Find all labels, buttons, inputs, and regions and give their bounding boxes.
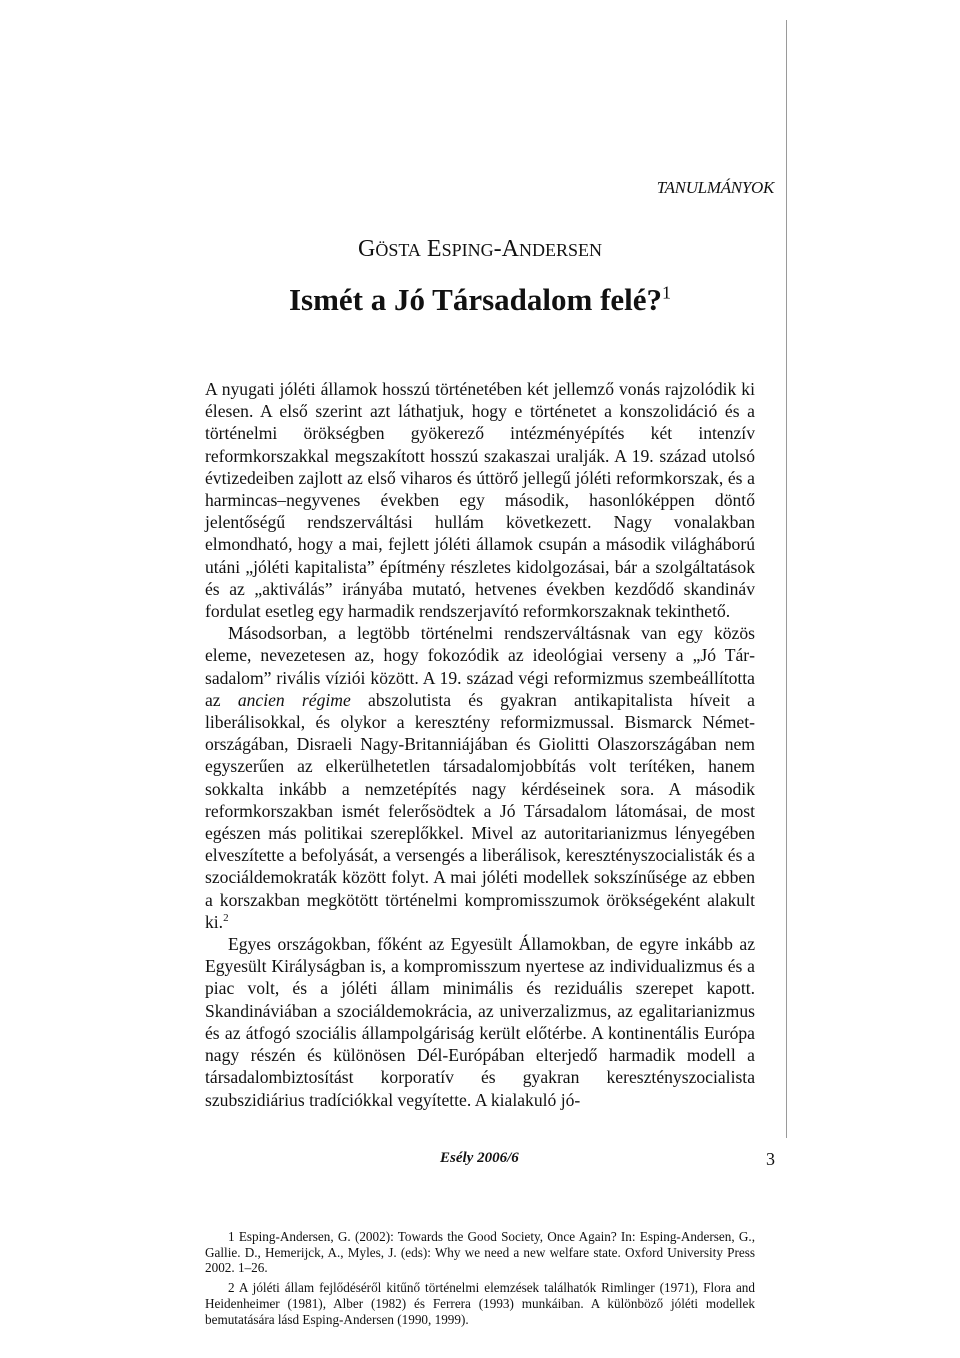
footnote-ref-2[interactable]: 2 — [223, 912, 229, 925]
section-label: TANULMÁNYOK — [656, 178, 774, 197]
author-rest-3: NDERSEN — [518, 240, 602, 260]
paragraph-3: Egyes országokban, főként az Egyesült Államokban, de egyre inkább az Egyesült Királyságban is, a kompromisszum nyertese az individualizmus és a piac volt, és a jóléti állam minimális és reziduális szerepet kapott. Skandináviában a szociáldemokrácia, az univerzalizmus, az egalitarianizmus és az átfogó szociális állampolgáriság került előtérbe. A kontinentális Európa nagy részén és különösen Dél-Európában elterjedő harmadik modell a társadalombiztosítást korporatív és gyakran keresztényszocialista szubszidiárius tradíciókkal vegyítette. A kialakuló jó- — [205, 934, 755, 1110]
article-body — [205, 378, 755, 1111]
journal-issue: Esély 2006/6 — [440, 1150, 519, 1166]
article-title-text: Ismét a Jó Társadalom felé? — [288, 282, 663, 317]
author-name — [0, 236, 960, 263]
footnotes — [205, 1229, 755, 1331]
author-initial-3: A — [501, 236, 519, 262]
footnote-1: 1 Esping-Andersen, G. (2002): Towards the Good Society, Once Again? In: Esping-Andersen, G., Gallie. D., Hemerijck, A., Myles, J. (eds): Why we need a new welfare state. Oxford University Press 2002. 1–26. — [205, 1229, 755, 1276]
title-footnote-ref[interactable]: 1 — [662, 282, 672, 303]
author-dash: - — [493, 236, 502, 262]
footnote-2: 2 A jóléti állam fejlődéséről kitűnő történelmi elemzések találhatók Rimlinger (1971), Flora and Heidenheimer (1981), Alber (1982) és Ferrera (1993) munkáiban. A különböző jóléti modellek bemutatására lásd Esping-Andersen (1990, 1999). — [205, 1280, 755, 1327]
italic-phrase: ancien régime — [237, 689, 351, 710]
paragraph-1: A nyugati jóléti államok hosszú történetében két jellemző vonás rajzolódik ki élesen. A első szerint azt láthatjuk, hogy e történetet a konszolidáció és a történelmi örökségben gyökerező intézményépítés két intenzív reformkorszakkal megszakított hosszú szakaszai uralják. A 19. század utolsó évtizedeiben zajlott az első viharos és úttörő jellegű jóléti reformkorszak, és a harmincas–negyvenes években egy második, hasonlóképpen döntő jelentőségű rendszerváltási hullám következett. Nagy vonalakban elmondható, hogy a mai, fejlett jóléti államok csupán a második világháború utáni „jóléti kapitalista” építmény részletes kidolgozásai, bár a szolgáltatások és az „aktiválás” irányába mutató, hetvenes években kezdődő skandináv fordulat esetleg egy harmadik rendszerjavító reformkorszaknak tekinthető. — [205, 379, 755, 622]
author-rest-1: ÖSTA — [375, 240, 421, 260]
paragraph-2-text: Másodsorban, a legtöbb történelmi rendszerváltásnak van egy közös eleme, nevezetesen az, hogy fokozódik az ideológiai verseny a „Jó Társadalom” rivális víziói között. A 19. század végi reformizmus szembeállította az ancien régime abszolutista és gyakran antikapitalista híveit a liberálisokkal, és olykor a keresztény reformizmussal. Bismarck Németországában, Disraeli Nagy-Britanniájában és Giolitti Olaszországában nem egyszerűen az elkerülhetetlen társadalomjobbítás volt terítéken, hanem sokkalta inkább a nemzetépítés nagy kérdéseinek sora. A második reformkorszakban ismét felerősödtek a Jó Társadalom látomásai, de most egészen más politikai szereplőkkel. Mivel az autoritarianizmus lényegében elveszítette a befolyását, a versengés a liberálisok, keresztényszocialisták és a szociáldemokraták között folyt. A mai jóléti modellek sokszínűsége az ebben a korszakban megkötött történelmi kompromisszumok örökségeként alakult ki. — [205, 623, 755, 932]
author-rest-2: SPING — [441, 240, 494, 260]
paragraph-2 — [205, 622, 755, 933]
author-initial-2: E — [426, 236, 442, 262]
page-number: 3 — [766, 1149, 775, 1169]
article-title — [0, 282, 960, 318]
author-initial-1: G — [358, 236, 376, 262]
margin-rule — [786, 20, 787, 1138]
